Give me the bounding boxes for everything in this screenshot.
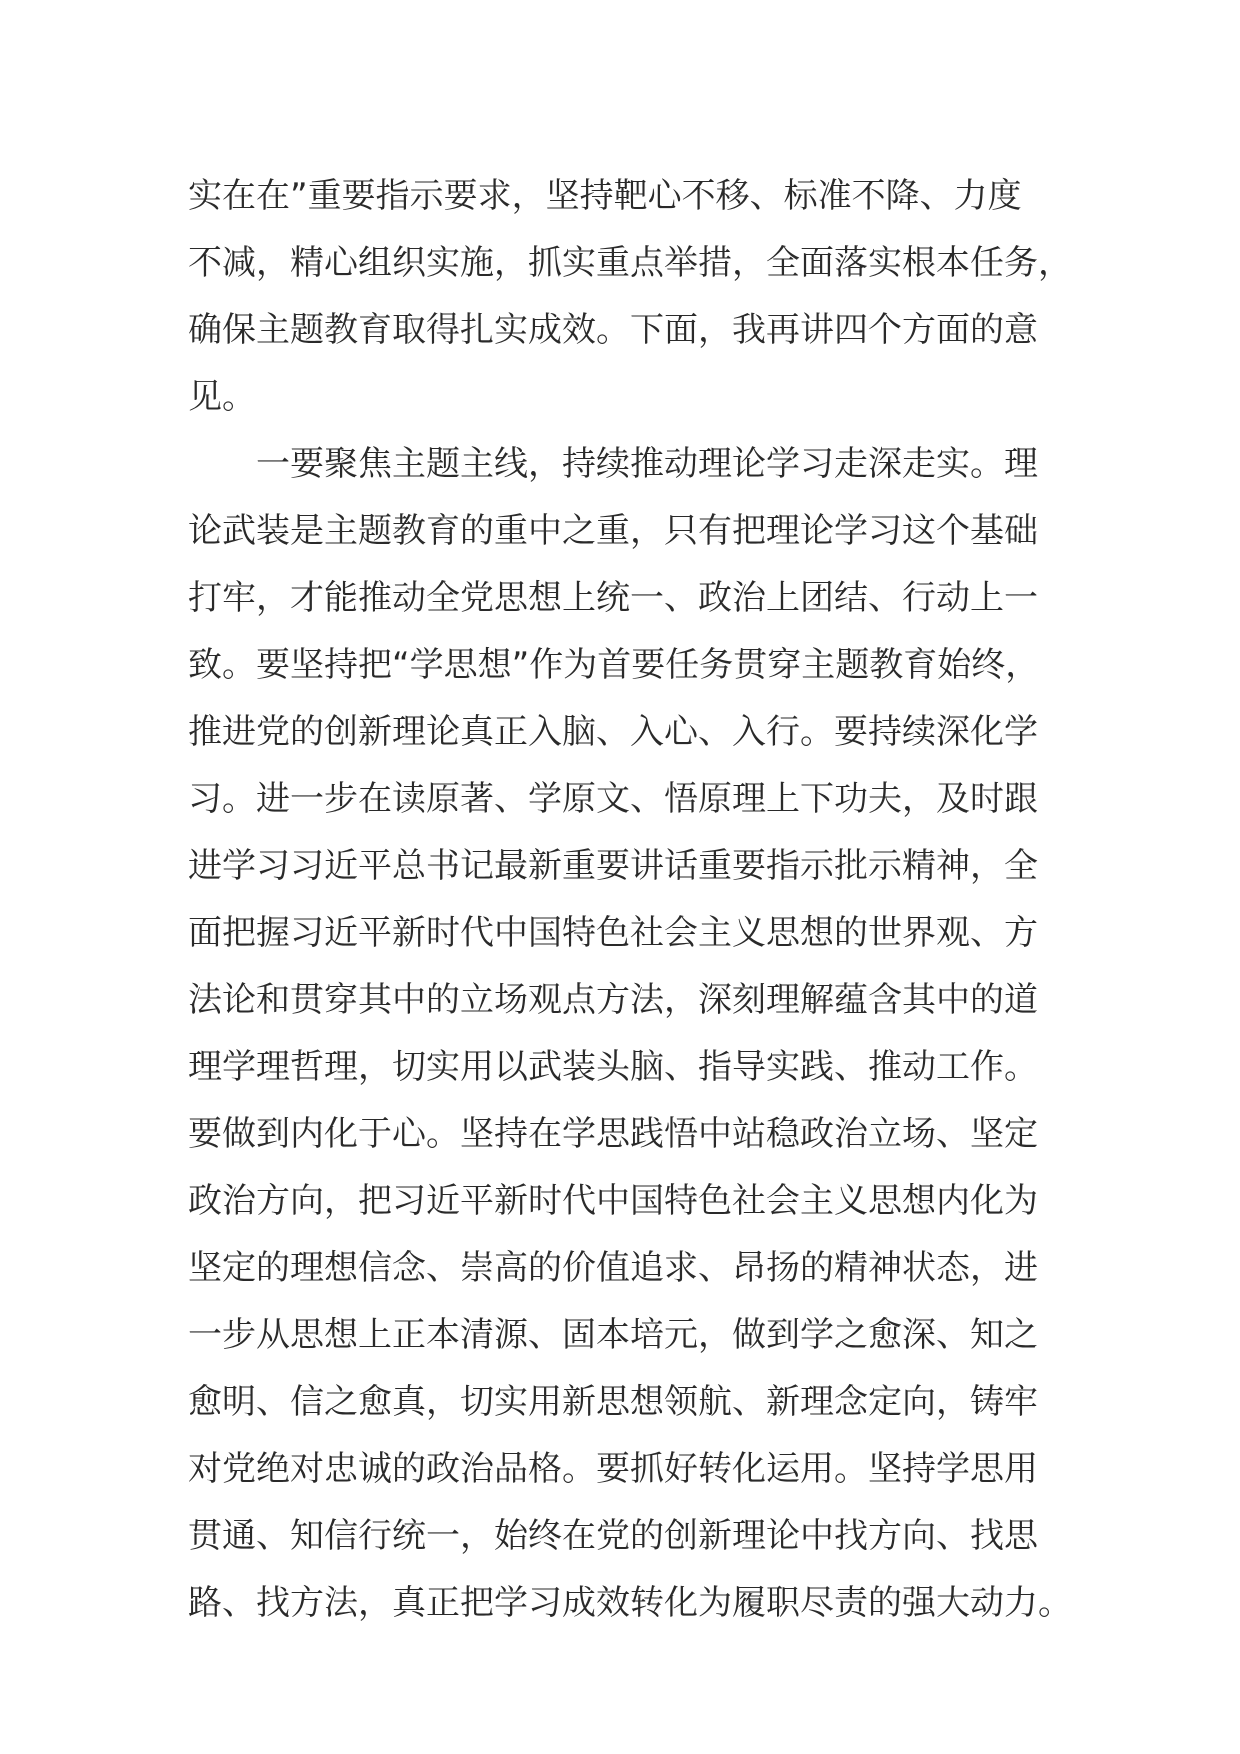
text-line: 政治方向，把习近平新时代中国特色社会主义思想内化为 bbox=[188, 1181, 1038, 1221]
text-line: 确保主题教育取得扎实成效。下面，我再讲四个方面的意 bbox=[188, 310, 1038, 350]
text-line: 打牢，才能推动全党思想上统一、政治上团结、行动上一 bbox=[188, 578, 1038, 618]
text-line: 一步从思想上正本清源、固本培元，做到学之愈深、知之 bbox=[188, 1315, 1038, 1355]
text-line: 见。 bbox=[188, 377, 256, 417]
text-line: 推进党的创新理论真正入脑、入心、入行。要持续深化学 bbox=[188, 712, 1038, 752]
text-line: 习。进一步在读原著、学原文、悟原理上下功夫，及时跟 bbox=[188, 779, 1038, 819]
text-line: 面把握习近平新时代中国特色社会主义思想的世界观、方 bbox=[188, 913, 1038, 953]
text-line: 对党绝对忠诚的政治品格。要抓好转化运用。坚持学思用 bbox=[188, 1449, 1038, 1489]
text-line: 坚定的理想信念、崇高的价值追求、昂扬的精神状态，进 bbox=[188, 1248, 1038, 1288]
text-line: 愈明、信之愈真，切实用新思想领航、新理念定向，铸牢 bbox=[188, 1382, 1038, 1422]
text-line: 贯通、知信行统一，始终在党的创新理论中找方向、找思 bbox=[188, 1516, 1038, 1556]
document-body bbox=[188, 163, 1072, 1637]
text-line: 理学理哲理，切实用以武装头脑、指导实践、推动工作。 bbox=[188, 1047, 1038, 1087]
text-line: 进学习习近平总书记最新重要讲话重要指示批示精神，全 bbox=[188, 846, 1038, 886]
text-line: 论武装是主题教育的重中之重，只有把理论学习这个基础 bbox=[188, 511, 1038, 551]
text-line: 法论和贯穿其中的立场观点方法，深刻理解蕴含其中的道 bbox=[188, 980, 1038, 1020]
text-line: 要做到内化于心。坚持在学思践悟中站稳政治立场、坚定 bbox=[188, 1114, 1038, 1154]
text-line: 致。要坚持把“学思想”作为首要任务贯穿主题教育始终， bbox=[188, 645, 1040, 685]
paragraph-first-line: 一要聚焦主题主线，持续推动理论学习走深走实。理 bbox=[256, 444, 1038, 484]
text-line: 不减，精心组织实施，抓实重点举措，全面落实根本任务， bbox=[188, 243, 1072, 283]
text-line: 路、找方法，真正把学习成效转化为履职尽责的强大动力。 bbox=[188, 1583, 1072, 1623]
text-line: 实在在”重要指示要求，坚持靶心不移、标准不降、力度 bbox=[188, 176, 1022, 216]
